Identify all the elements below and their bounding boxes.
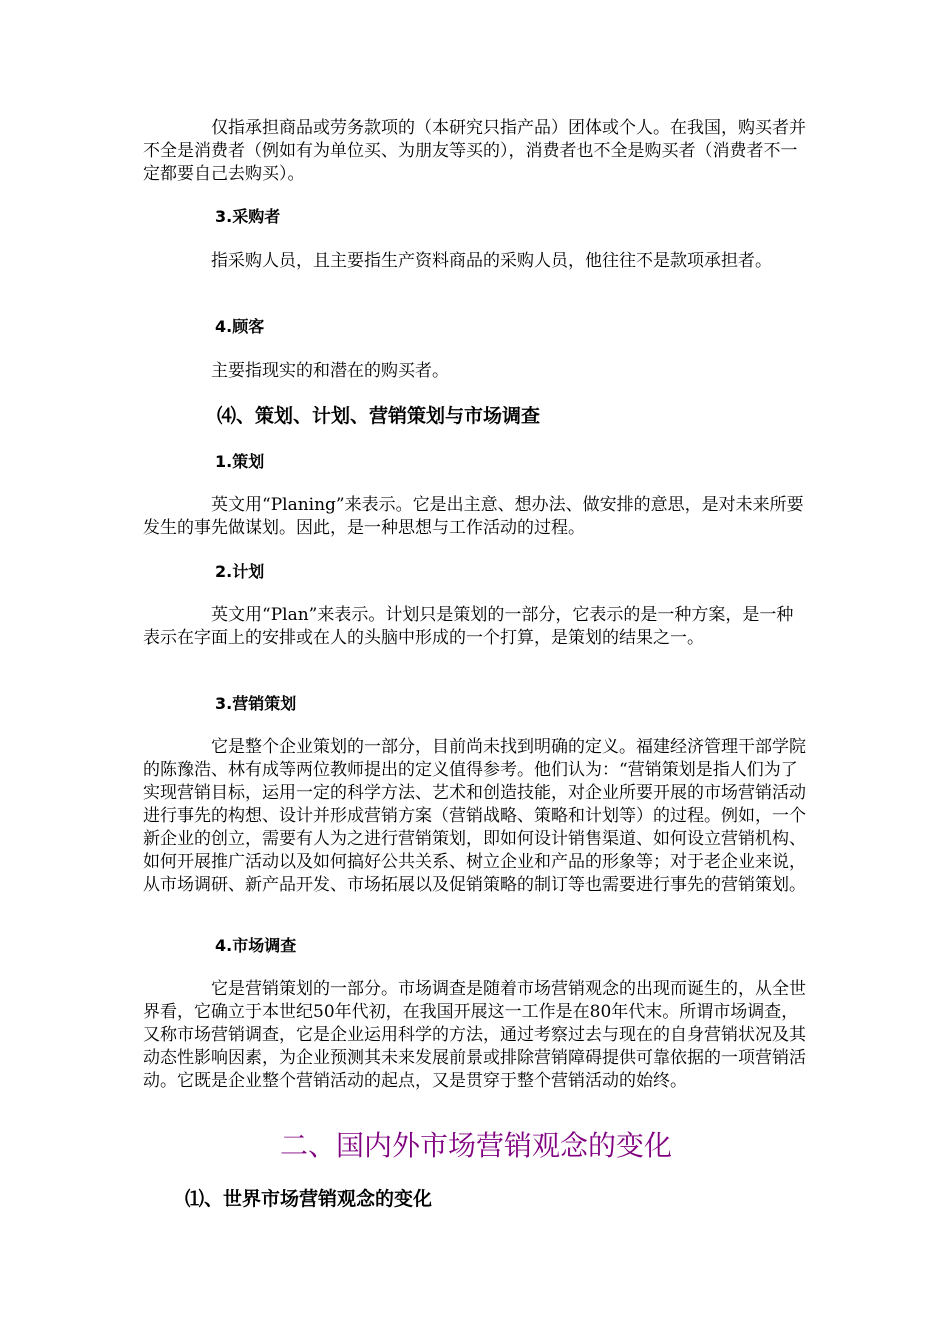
section-heading-1: ⑴、世界市场营销观念的变化 [185, 1188, 433, 1210]
chapter-heading: 二、国内外市场营销观念的变化 [279, 1129, 672, 1162]
paragraph-planning: 英文用“Planing”来表示。它是出主意、想办法、做安排的意思，是对未来所要发生的事先做谋划。因此，是一种思想与工作活动的过程。 [143, 495, 804, 538]
paragraph-market-research: 它是营销策划的一部分。市场调查是随着市场营销观念的出现而诞生的，从全世界看，它确立于本世纪50年代初，在我国开展这一工作是在80年代末。所谓市场调查，又称市场营销调查，它是企业运用科学的方法，通过考察过去与现在的自身营销状况及其动态性影响因素，为企业预测其未来发展前景或排除营销障碍提供可靠依据的一项营销活动。它既是企业整个营销活动的起点，又是贯穿于整个营销活动的始终。 [143, 979, 806, 1091]
paragraph-customer: 主要指现实的和潜在的购买者。 [211, 361, 449, 381]
heading-marketing-planning-3: 3.营销策划 [215, 694, 297, 713]
heading-customer-4: 4.顾客 [215, 317, 265, 336]
paragraph-purchaser: 仅指承担商品或劳务款项的（本研究只指产品）团体或个人。在我国，购买者并不全是消费者（例如有为单位买、为朋友等买的），消费者也不全是购买者（消费者不一定都要自己去购买）。 [143, 118, 806, 184]
heading-market-research-4: 4.市场调查 [215, 936, 297, 955]
section-heading-4: ⑷、策划、计划、营销策划与市场调查 [217, 405, 541, 427]
heading-plan-2: 2.计划 [215, 562, 265, 581]
heading-buyer-3: 3.采购者 [215, 207, 281, 226]
paragraph-marketing-planning: 它是整个企业策划的一部分，目前尚未找到明确的定义。福建经济管理干部学院的陈豫浩、林有成等两位教师提出的定义值得参考。他们认为：“营销策划是指人们为了实现营销目标，运用一定的科学方法、艺术和创造技能，对企业所要开展的市场营销活动进行事先的构想、设计并形成营销方案（营销战略、策略和计划等）的过程。例如，一个新企业的创立，需要有人为之进行营销策划，即如何设计销售渠道、如何设立营销机构、如何开展推广活动以及如何搞好公共关系、树立企业和产品的形象等；对于老企业来说，从市场调研、新产品开发、市场拓展以及促销策略的制订等也需要进行事先的营销策划。 [143, 737, 806, 895]
heading-planning-1: 1.策划 [215, 452, 265, 471]
paragraph-plan: 英文用“Plan”来表示。计划只是策划的一部分，它表示的是一种方案，是一种表示在字面上的安排或在人的头脑中形成的一个打算，是策划的结果之一。 [143, 605, 794, 648]
paragraph-buyer: 指采购人员，且主要指生产资料商品的采购人员，他往往不是款项承担者。 [211, 251, 772, 271]
